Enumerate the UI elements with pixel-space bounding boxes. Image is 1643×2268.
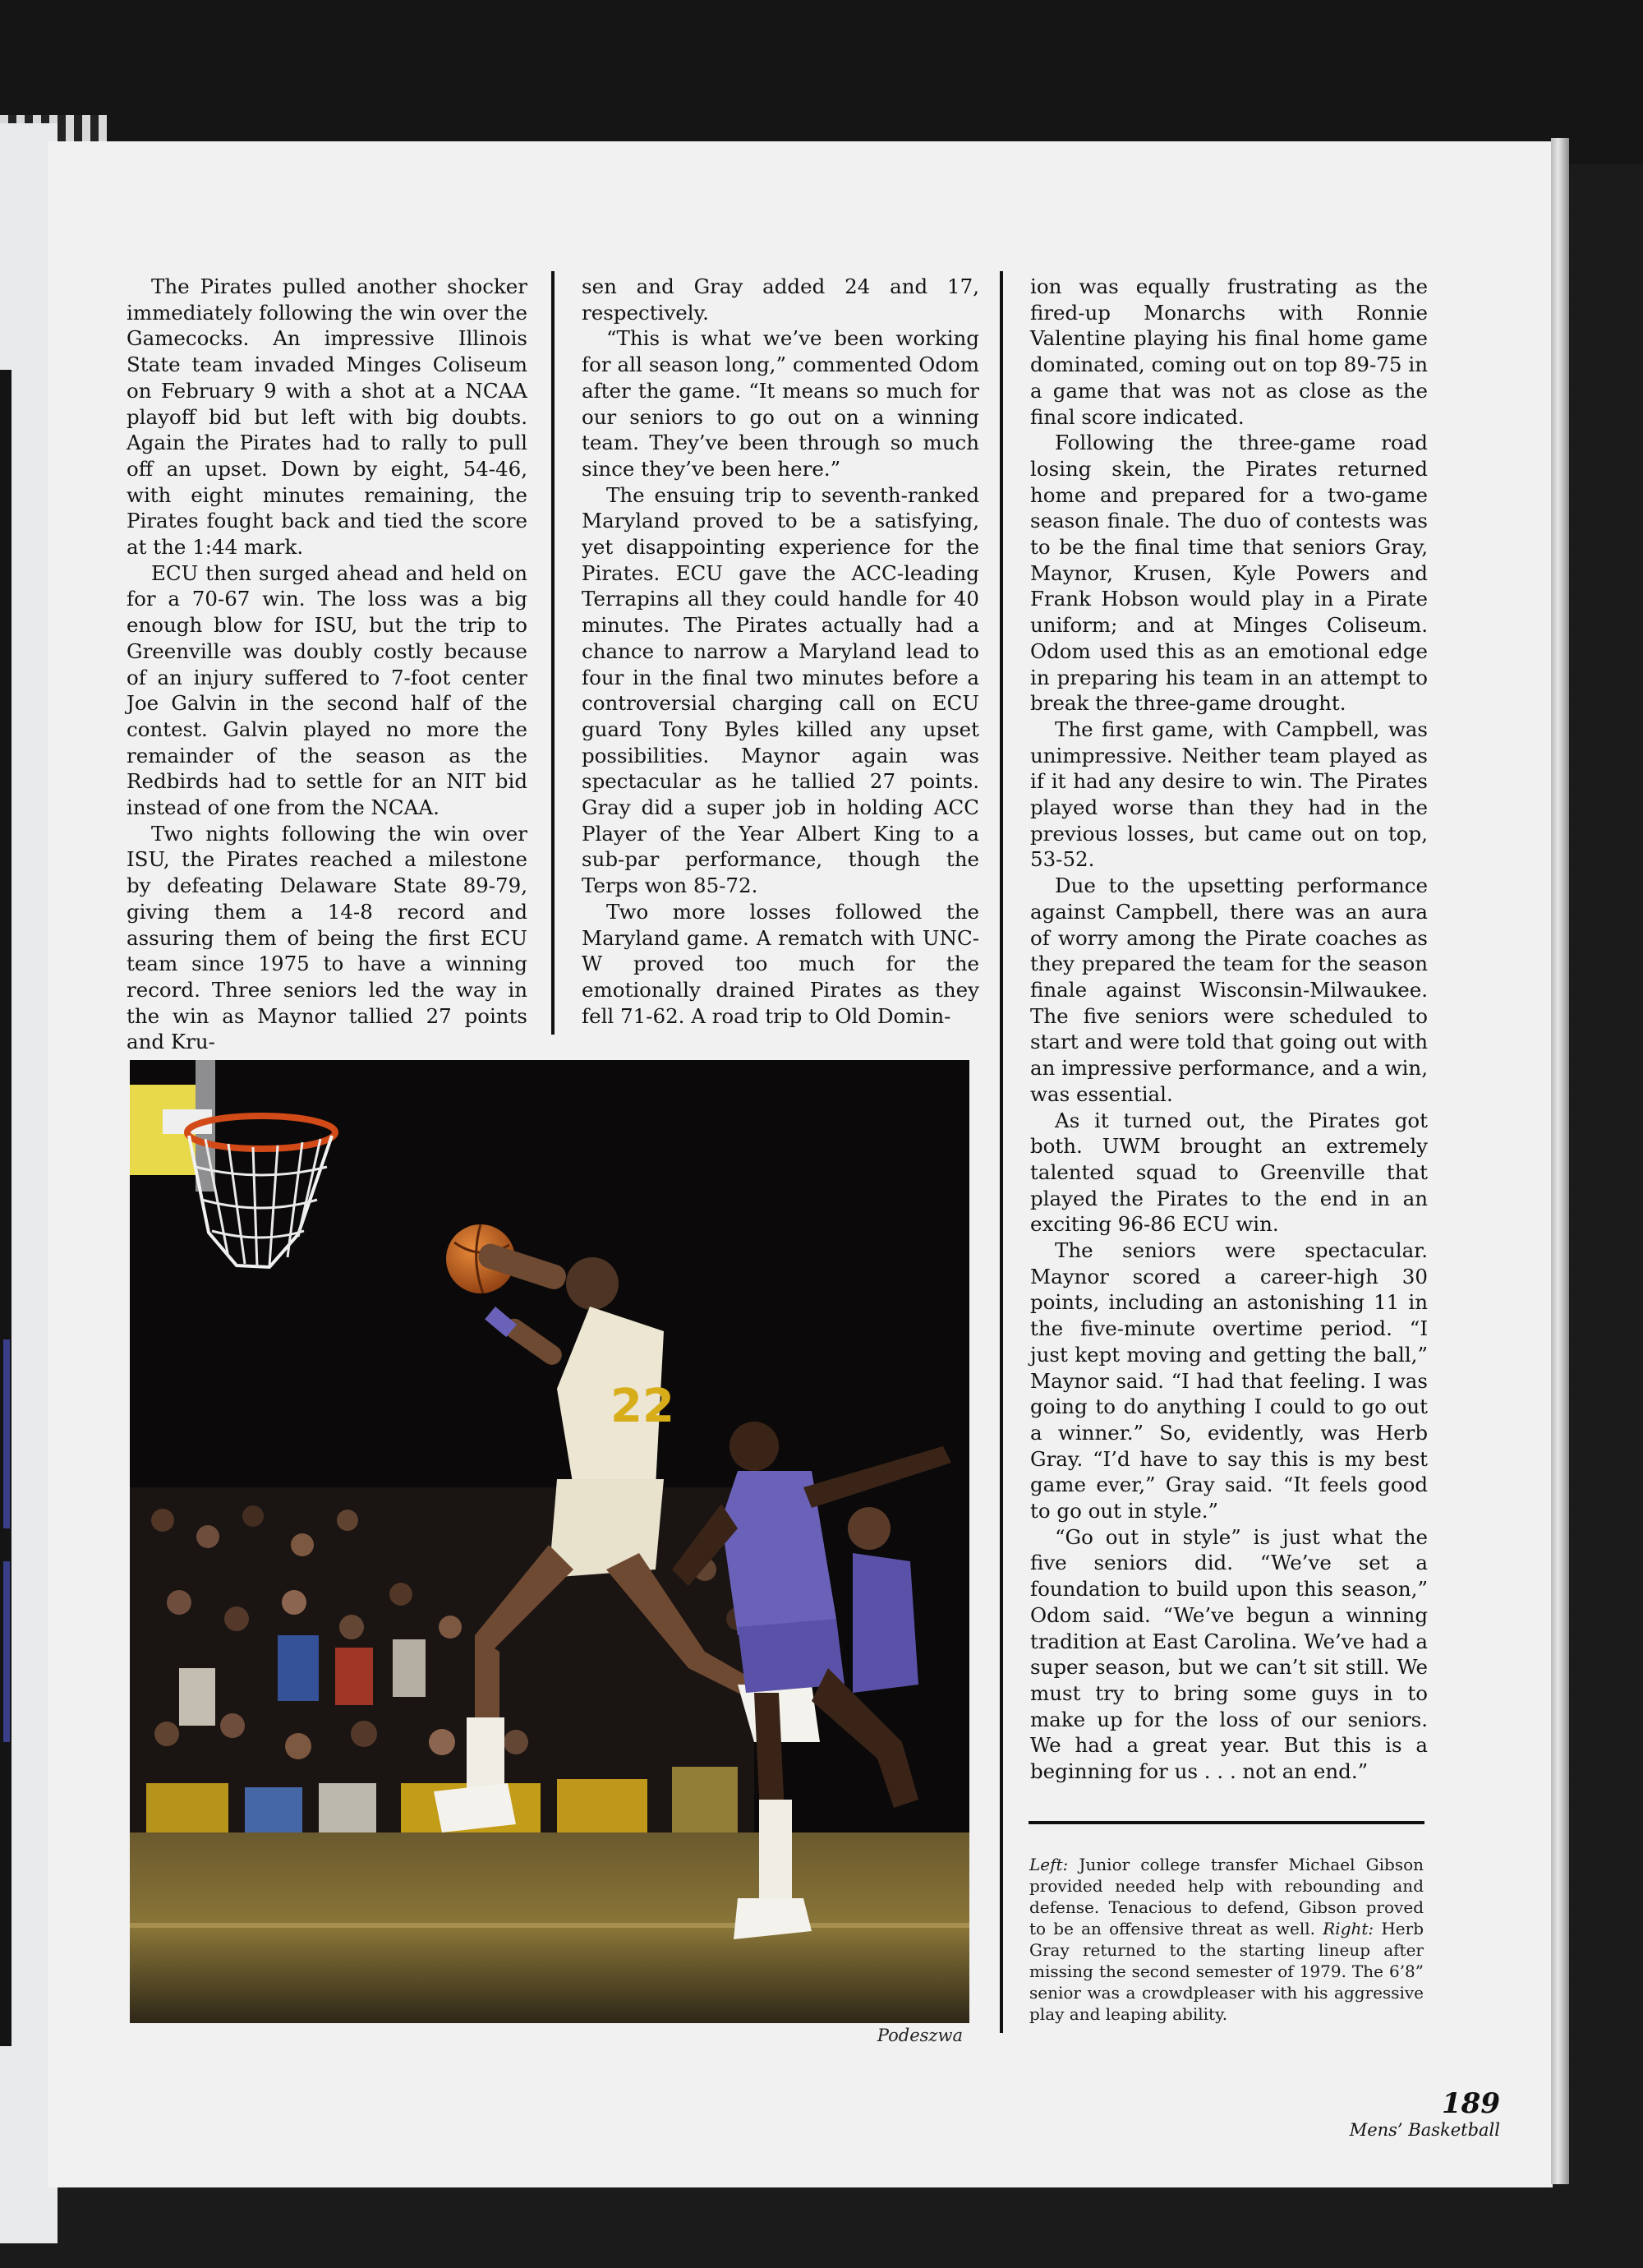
paragraph: The ensuing trip to seventh-ranked Maryland proved to be a satisfying, yet disappointing experience for the Pirates. ECU gave the ACC-leading Terrapins all they could handle for 40 minutes. The Pirates actually had a chance to narrow a Maryland lead to four in the final two minutes before a controversial charging call on ECU guard Tony Byles killed any upset possibilities. Maynor again was spectacular as he tallied 27 points. Gray did a super job in holding ACC Player of the Year Albert King to a sub-par performance, though the Terps won 85-72. (582, 482, 979, 898)
paragraph: Following the three-game road losing skein, the Pirates returned home and prepared for a two-game season finale. The duo of contests was to be the final time that seniors Gray, Maynor, Krusen, Kyle Powers and Frank Hobson would play in a Pirate uniform; and at Minges Coliseum. Odom used this as an emotional edge in preparing his team in an attempt to break the three-game drought. (1030, 431, 1428, 716)
caption-right-label: Right: (1323, 1919, 1374, 1938)
caption-left-text: Junior college transfer Michael Gibson provided needed help with rebounding and defense. Tenacious to defend, Gibson proved to be an offensive threat as well. (1029, 1855, 1424, 1938)
facing-page-mark (3, 1339, 10, 1528)
paragraph: The Pirates pulled another shocker immediately following the win over the Gamecocks. An impressive Illinois State team invaded Minges Coliseum on February 9 with a shot at a NCAA playoff bid but left with big doubts. Again the Pirates had to rally to pull off an upset. Down by eight, 54-46, with eight minutes remaining, the Pirates fought back and tied the score at the 1:44 mark. (127, 274, 527, 560)
paragraph: Two nights following the win over ISU, the Pirates reached a milestone by defeating Delaware State 89-79, giving them a 14-8 record and assuring them of being the first ECU team since 1975 to have a winning record. Three seniors led the way in the win as Maynor tallied 27 points and Kru- (127, 821, 527, 1054)
paragraph: “Go out in style” is just what the five seniors did. “We’ve set a foundation to build upon this season,” Odom said. “We’ve begun a winning tradition at East Carolina. We’ve had a super season, but we can’t sit still. We must try to bring some guys in to make up for the loss of our seniors. We had a great year. But this is a beginning for us . . . not an end.” (1030, 1524, 1428, 1784)
paragraph: “This is what we’ve been working for all season long,” commented Odom after the game. “It means so much for our seniors to go out on a winning team. They’ve been through so much since they’ve been here.” (582, 326, 979, 481)
facing-page-mark (3, 1561, 10, 1742)
photo-illustration (130, 1060, 969, 2023)
article-column-2 (582, 274, 979, 1029)
column-rule (1000, 271, 1003, 2033)
paragraph: The seniors were spectacular. Maynor scored a career-high 30 points, including an astonishing 11 in the five-minute overtime period. “I just kept moving and getting the ball,” Maynor said. “I had that feeling. I was going to do anything I could to go out a winner.” So, evidently, was Herb Gray. “I’d have to say this is my best game ever,” Gray said. “It feels good to go out in style.” (1030, 1238, 1428, 1524)
paragraph: sen and Gray added 24 and 17, respectively. (582, 274, 979, 325)
paragraph: Two more losses followed the Maryland game. A rematch with UNC-W proved too much for the emotionally drained Pirates as they fell 71-62. A road trip to Old Domin- (582, 899, 979, 1028)
caption-rule (1029, 1821, 1424, 1824)
scan-background (0, 0, 1643, 164)
article-column-3 (1030, 274, 1428, 1785)
photo-credit: Podeszwa (877, 2026, 963, 2045)
basketball-photo (130, 1060, 969, 2023)
jersey-number: 22 (610, 1380, 674, 1433)
paragraph: The first game, with Campbell, was unimpressive. Neither team played as if it had any desire to win. The Pirates played worse than they had in the previous losses, but came out on top, 53-52. (1030, 717, 1428, 872)
paragraph: As it turned out, the Pirates got both. UWM brought an extremely talented squad to Greenville that played the Pirates to the end in an exciting 96-86 ECU win. (1030, 1108, 1428, 1237)
caption-right-text: Herb Gray returned to the starting lineup after missing the second semester of 1979. The 6’8” senior was a crowdpleaser with his aggressive play and leaping ability. (1029, 1919, 1424, 2024)
page-stack-edge (1551, 138, 1569, 2184)
photo-caption (1029, 1854, 1424, 2025)
caption-left-label: Left: (1029, 1855, 1069, 1874)
paragraph: Due to the upsetting performance against Campbell, there was an aura of worry among the Pirate coaches as they prepared the team for the season finale against Wisconsin-Milwaukee. The five seniors were scheduled to start and were told that going out with an impressive performance, and a win, was essential. (1030, 874, 1428, 1106)
facing-page-photo-edge (0, 370, 12, 2046)
page-number: 189 (1442, 2087, 1500, 2120)
column-rule (551, 271, 555, 1035)
section-name: Mens’ Basketball (1349, 2120, 1500, 2140)
article-column-1 (127, 274, 527, 1055)
paragraph: ion was equally frustrating as the fired-up Monarchs with Ronnie Valentine playing his final home game dominated, coming out on top 89-75 in a game that was not as close as the final score indicated. (1030, 274, 1428, 429)
paragraph: ECU then surged ahead and held on for a 70-67 win. The loss was a big enough blow for ISU, but the trip to Greenville was doubly costly because of an injury suffered to 7-foot center Joe Galvin in the second half of the contest. Galvin played no more the remainder of the season as the Redbirds had to settle for an NIT bid instead of one from the NCAA. (127, 560, 527, 820)
